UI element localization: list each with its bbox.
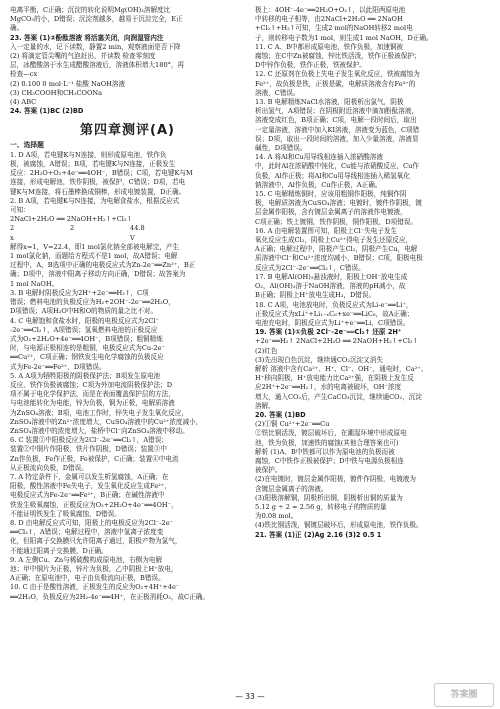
text-line: 层，冰醋酸溶于水生成醋酸溶液后，溶液体积增大180°，再 (10, 61, 185, 70)
text-line: 11. C A、B中都形成原电池，铁作负极，加速铜被 (255, 42, 404, 51)
text-line: (3)先出现白色沉淀，继续通CO₂沉淀又消失 (255, 355, 383, 364)
text-line: 应2H⁺+2e⁻══H₂↑，水的电离被破坏，OH⁻浓度 (255, 383, 402, 392)
eq-var-3: V (130, 233, 135, 242)
text-line: 确。 (10, 24, 24, 33)
text-line: 装置②中铜片作阳极，铁片作阴极，D错误；装置③中 (10, 445, 167, 454)
text-line: 1 mol NaOH。 (10, 279, 59, 288)
equation-stoichiometry (10, 224, 245, 233)
chapter-title: 第四章测评(A) (80, 123, 175, 139)
text-line: 电池充电时，阴极反应式为Li⁺+e⁻══Li，C项错误。 (255, 318, 410, 327)
text-line: 增大，通入CO₂后，产生CaCO₃沉淀，继续通CO₂，沉淀 (255, 392, 422, 401)
text-line: 24. 答案 (1)BC (2)BD (10, 107, 84, 116)
previous-answers-section (10, 6, 245, 116)
eq-num-3: 44.8 (130, 224, 145, 233)
page-number: — 33 — (235, 692, 265, 701)
text-line: 21. 答案 (1)正 (2)Ag 2.16 (3)2 0.5 1 (255, 530, 382, 539)
text-line: 反应，铁作负极被腐蚀；C项为外加电流阴极保护法；D (10, 380, 172, 389)
text-line: 阳极，酸性溶液中Fe失电子，发生氧化反应生成Fe²⁺， (10, 482, 171, 491)
text-line: 不能证明铁发生了吸氧腐蚀，D错误。 (10, 509, 121, 518)
text-line: 极上：4OH⁻-4e⁻══2H₂O+O₂↑，以此阳两原电池 (255, 6, 406, 14)
text-line: 误；D项，取出一段时间的溶液，加入少量溶液，溶液显 (255, 134, 419, 143)
text-line: 16. A 由电解装置图可知，阳极上Cl⁻失电子发生 (255, 226, 398, 235)
text-line: 8. D 由电解反应式可知，阳极上的电极反应为2Cl⁻-2e⁻ (10, 518, 174, 527)
electrolysis-equation (10, 215, 245, 224)
text-line: O₂，Al(OH)₃溶于NaOH溶液，溶液的pH减小，故 (255, 282, 406, 291)
text-line: D中锌作负极，铁作正极，铁被保护。 (255, 61, 366, 70)
text-line: (2)在电镀时，镀层金属作阳极，镀件作阴极，电镀液为 (255, 475, 416, 484)
text-line: 19. 答案 (1)①负极 2Cl⁻-2e⁻══Cl₂↑ 还原 2H⁺ (255, 328, 402, 337)
text-line: ZnSO₄溶液中的Zn²⁺浓度增大，CuSO₄溶液中的Cu²⁺浓度减小， (10, 417, 203, 426)
text-line: 5.12 g ÷ 2 = 2.56 g，转移电子的物质的量 (255, 502, 387, 511)
choice-answers-continued (10, 243, 245, 602)
text-line: 9. A 左侧Cu、Zn与稀硫酸构成原电池，右侧为电解 (10, 555, 163, 564)
text-line: 6. C 装置①中阳极反应为2Cl⁻-2e⁻══Cl₂↑，A错误； (10, 436, 168, 445)
text-line: 铁发生吸氧腐蚀，正极反应为O₂+2H₂O+4e⁻══4OH⁻， (10, 500, 178, 509)
text-line: 不能通过阳离子交换膜，D正确。 (10, 546, 108, 555)
text-line: A正确；电解过程中，阳极产生Cl₂，阴极产生Cu，电解 (255, 245, 418, 254)
equation-text: 2NaCl+2H₂O ══ 2NaOH+H₂↑+Cl₂↑ (10, 215, 133, 224)
text-line: 1. D A项，若电键K与N连接，则形成原电池，铁作负 (10, 150, 167, 159)
text-line: 检查—cx (10, 70, 38, 79)
text-line: Zn作负极，Fe作正极，Fe被保护，C正确；装置④中电流 (10, 454, 179, 463)
text-line: B正确；阴极上H⁺放电生成H₂，D错误。 (255, 291, 376, 300)
text-line: 1 mol氯化钠，而题给方程式不是1 mol，故A错误；电解 (10, 252, 178, 261)
text-line: A正确；在原电池中，电子由负极流向正极，B错误。 (10, 574, 165, 583)
text-line: 化，但阳离子交换膜只允许阳离子通过，阳极产物为氯气， (10, 537, 182, 546)
text-line: 负极，Al作正极；将Al和Cu用导线相连插入稀氢氧化 (255, 171, 410, 180)
right-answers-section (255, 6, 490, 540)
text-line: 入一定量的水，记下读数，静置2 min，观察液面是否下降 (10, 42, 181, 51)
text-line: 确；D项中，溶液中阳离子移动方向正确，D错误；故答案为 (10, 270, 186, 279)
text-line: +2e⁻══H₂↑ 2NaCl+2H₂O ══ 2NaOH+H₂↑+Cl₂↑ (255, 337, 419, 346)
text-line: (4) ABC (10, 98, 37, 107)
text-line: 一定量溶液，溶液中加入KI溶液，溶液变为蓝色，C项错 (255, 125, 420, 134)
text-line: 电极反应式为Fe-2e⁻══Fe²⁺，B正确；在碱性溶液中 (10, 491, 165, 500)
text-line: 3. B 电解时阴极反应为2H⁺+2e⁻══H₂↑，C项 (10, 288, 149, 297)
text-line: 解析 (1)A、B中铁都可以作为原电池的负极而被 (255, 447, 395, 456)
text-line: 可知： (10, 206, 30, 215)
text-line: 极，被腐蚀，A错误；B项，若电键K与N连接，正极发生 (10, 160, 176, 169)
text-line: 连接，形成电解池，铁作阴极，被保护，C错误；D项，若电 (10, 178, 186, 187)
text-line: 池；甲中铜片为正极，锌片为负极，乙中阴极上H⁺放电， (10, 564, 178, 573)
text-line: 18. C A项，电池放电时，负极反应式为Li-e⁻══Li⁺， (255, 300, 413, 309)
text-line: 反应式为2Cl⁻-2e⁻══Cl₂↑，C错误。 (255, 263, 365, 272)
text-line: 项不属于电化学保护法，而是在表面覆盖保护层的方法， (10, 390, 175, 399)
text-line: 正极反应式为xLi⁺+Li₁₋ₓC₆+xe⁻══LiC₆，故A正确； (255, 309, 414, 318)
text-line: (2)①铜 Cu²⁺+2e⁻══Cu (255, 420, 330, 429)
text-line: 4. C 电解饱和食盐水时，阳极的电极反应式为2Cl⁻ (10, 316, 160, 325)
text-line: 23. 答案 (1)②酚酞溶液 将活塞关闭，向润湿管内注 (10, 33, 164, 42)
text-line: 钠溶液中，Al作负极，Cu作正极，A正确。 (255, 180, 382, 189)
text-line: (3) CH₃COOH和CH₃COONa (10, 88, 103, 97)
text-line: 时，与电源正极相连的是粗铜，电极反应式为Cu-2e⁻ (10, 344, 165, 353)
text-line: 被保护。 (255, 466, 282, 475)
text-line: 与电池能转化为电能，锌为负极，铜为正极，电解质溶液 (10, 399, 175, 408)
text-line: ══Cl₂↑，A错误；电解过程中，溶液中氢离子浓度变 (10, 528, 164, 537)
text-line: +Cl₂↑+H₂↑可知，生成2 mol的NaOH转移2 mol电 (255, 24, 413, 33)
text-line: 从正极流向负极，D错误。 (10, 463, 88, 472)
equation-variables (10, 234, 245, 243)
watermark-logo: 答案圈 (434, 683, 494, 707)
text-line: (2) 0.100 0 mol·L⁻¹ 盐酸 NaOH溶液 (10, 79, 126, 88)
eq-num-1: 2 (10, 224, 15, 233)
text-line: 腐蚀，C中铁作正极被保护；D中铁与电源负极相连 (255, 456, 404, 465)
text-line: 反应：2H₂O+O₂+4e⁻══4OH⁻，B错误；C项，若电键K与M (10, 169, 193, 178)
text-line: D项错误；A项H₂O中H和O的物质的量之比不对。 (10, 307, 158, 316)
text-line: 电离平衡，C正确；沉淀的转化说明Mg(OH)₂溶解度比 (10, 6, 171, 14)
text-line: Fe²⁺，故负极是铁，正极是碳，电解质溶液含有Fe³⁺的 (255, 79, 416, 88)
text-line: 14. A 将Al和Cu用导线相连插入浓硝酸溶液 (255, 153, 383, 162)
text-line: 溶解。 (255, 401, 275, 410)
text-line: 解得x=1，V=22.4，即1 mol氯化钠全部被电解完，产生 (10, 242, 180, 251)
eq-num-2: 2 (70, 224, 75, 233)
text-line: 15. C 电解精炼铜时，应该用粗铜作阳极，纯铜作阴 (255, 190, 407, 199)
text-line: 质溶液中Cl⁻和Cu²⁺浓度均减小，B错误；C项，阳极电极 (255, 254, 423, 263)
text-line: 7. A 特定条件下，金属可以发生析氢腐蚀，A正确；在 (10, 472, 169, 481)
text-line: 池，铁为负极，加速铁的腐蚀(其他合理答案也可) (255, 438, 399, 447)
text-line: 溶液，C错误。 (255, 88, 300, 97)
text-line: 错误；燃料电池的负极反应为H₂+2OH⁻-2e⁻══2H₂O， (10, 298, 175, 307)
text-line: C项正确；铁上镀铜，铁作阴极，铜作阳极，D项错误。 (255, 217, 417, 226)
left-column (10, 6, 245, 691)
choice-answers-section (10, 151, 245, 215)
text-line: ②铁比铜活泼，镀层破坏后，在潮湿环境中形成原电 (255, 429, 407, 438)
text-line: 析出氢气，A项错误；在阴极附近溶液中滴加酚酞溶液， (255, 107, 419, 116)
text-line: ══Cu²⁺，C项正确；钢铁发生电化学腐蚀的负极反应 (10, 353, 164, 362)
text-line: 20. 答案 (1)BD (255, 410, 306, 419)
text-line: 17. B 电解Al(OH)₃悬浊液时，阳极上OH⁻放电生成 (255, 272, 408, 281)
text-line: (3)阳极溶解铜，阴极析出铜，阴极析出铜的质量为 (255, 493, 403, 502)
eq-var-1: x (10, 233, 14, 242)
text-line: 为ZnSO₄溶液；B项，电池工作时，锌失电子发生氧化反应， (10, 408, 188, 417)
text-line: 5. A A项为牺牲阳极的阴极保护法；B项发生原电池 (10, 371, 161, 380)
text-line: ZnSO₄溶液中的浓度增大，盐桥中Cl⁻向ZnSO₄溶液中移动。 (10, 426, 189, 435)
text-line: 13. B 电解精炼NaCl水溶液，阳极析出氯气，阴极 (255, 98, 404, 107)
text-line: 过程中，A，B选项中正确的电极反应式为Zn-2e⁻══Zn²⁺，B正 (10, 261, 196, 270)
text-line: (2) 将滴定管尖嘴的气泡赶出，并读数 检查零刻度 (10, 52, 156, 61)
text-line: 键K与M连接，将石墨棒换成铜棒，形成电镀装置，D正确。 (10, 187, 186, 196)
text-line: ══2H₂O，负极反应为2H₂-4e⁻══4H⁺，在正极消耗O₂，故C正确。 (10, 592, 209, 601)
eq-var-2 (70, 234, 130, 243)
text-line: 10. C 由于是酸性溶液，正极发生的反应为O₂+4H⁺+4e⁻ (10, 583, 180, 592)
text-line: 氧化反应生成Cl₂，阴极上Cu²⁺得电子发生还原反应， (255, 236, 413, 245)
text-line: 中，此时Al在浓硝酸中钝化，Cu能与浓硝酸反应，Cu作 (255, 162, 419, 171)
text-line: (2)红色 (255, 346, 278, 355)
text-line: (4)铁比铜活泼，铜镀层破坏后，形成原电池，铁作负极。 (255, 521, 423, 530)
text-line: 为0.08 mol。 (255, 512, 298, 521)
two-column-layout (10, 6, 490, 691)
text-line: MgCO₃的小，D错误；沉淀剂越多，越易于沉淀完全，E正 (10, 15, 183, 24)
text-line: 中转移的电子相等，由2NaCl+2H₂O ══ 2NaOH (255, 15, 403, 24)
text-line: 12. C 还原剂在负极上失电子发生氧化反应，铁被腐蚀为 (255, 70, 420, 79)
section-heading-choice: 一、选择题 (10, 141, 44, 150)
text-line: 碱性，D项错误。 (255, 144, 307, 153)
text-line: 式为Fe-2e⁻══Fe²⁺，D项错误。 (10, 362, 106, 371)
text-line: 腐蚀；在C中Zn被腐蚀，锌比铁活泼，铁作正极被保护； (255, 52, 421, 61)
text-line: 溶液变成红色，B项正确；C项，电解一段时间后，取出 (255, 116, 417, 125)
text-line: 极，电解质溶液为CuSO₄溶液；电镀时，镀件作阴极，镀 (255, 199, 422, 208)
text-line: 解析 溶液中含有Ca²⁺、H⁺、Cl⁻、OH⁻，通电时，Ca²⁺、 (255, 364, 428, 373)
text-line: 2. B A项，若电键K与N连接，为电解食盐水，根据反应式 (10, 196, 180, 205)
right-column (255, 6, 490, 691)
text-line: 式为O₂+2H₂O+4e⁻══4OH⁻，B项错误；粗铜精炼 (10, 334, 163, 343)
text-line: 子，则转移电子数为1 mol，则生成1 mol NaOH，D正确。 (255, 33, 433, 42)
text-line: 层金属作阳极，含有镀层金属离子的溶液作电镀液， (255, 208, 407, 217)
text-line: 含镀层金属离子的溶液。 (255, 484, 328, 493)
text-line: H⁺移向阴极，H⁺放电能力比Ca²⁺强，在阴极上发生反 (255, 374, 414, 383)
text-line: -2e⁻══Cl₂↑，A项错误；氢氧燃料电池的正极反应 (10, 325, 158, 334)
